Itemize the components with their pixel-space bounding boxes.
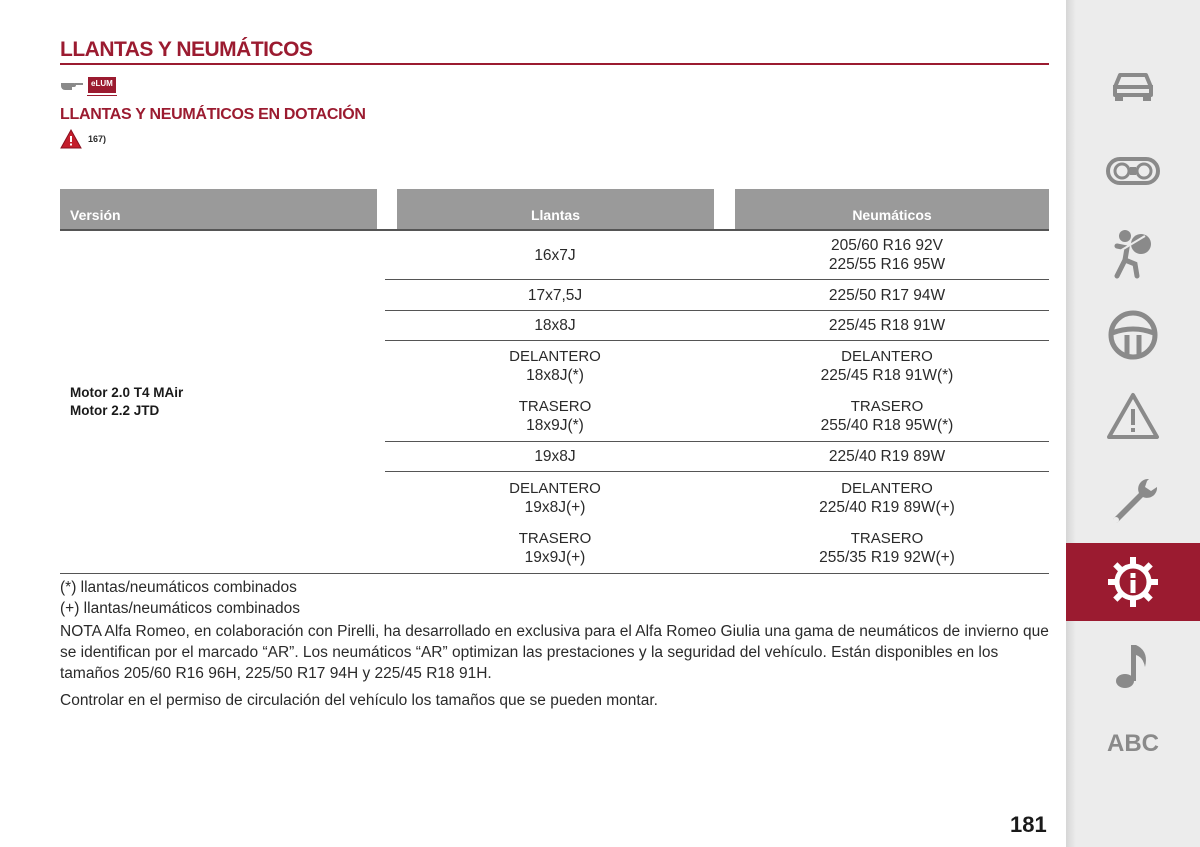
footnote: (*) llantas/neumáticos combinados	[60, 579, 297, 596]
footnote: (+) llantas/neumáticos combinados	[60, 600, 300, 617]
check-paragraph: Controlar en el permiso de circulación del vehículo los tamaños que se pueden montar.	[60, 692, 658, 709]
table-bottom-rule	[60, 573, 1049, 574]
rear-label: TRASERO	[850, 398, 924, 415]
pointing-hand-icon	[60, 78, 84, 92]
table-row	[385, 280, 1049, 311]
front-group	[509, 479, 601, 517]
version-line: Motor 2.2 JTD	[70, 403, 160, 418]
section-title: LLANTAS Y NEUMÁTICOS	[60, 38, 313, 61]
llantas-value: 18x8J	[534, 317, 576, 334]
sidebar-item-dashboard[interactable]	[1066, 132, 1200, 210]
rear-group	[519, 397, 592, 435]
llantas-cell	[385, 472, 725, 573]
front-label: DELANTERO	[509, 348, 601, 365]
chapter-sidebar	[1066, 0, 1200, 847]
nota-paragraph: NOTA Alfa Romeo, en colaboración con Pirelli, ha desarrollado en exclusiva para el Alfa Romeo Giulia una gama de neumáticos de invierno que se identifican por el marcado “AR”. Los neumáticos “AR” optimizan las prestaciones y la seguridad del vehículo. Están disponibles en los tamaños 205/60 R16 96H, 225/50 R17 94H y 225/45 R18 91H.	[60, 623, 1049, 682]
sidebar-item-emergency[interactable]	[1066, 378, 1200, 456]
sidebar-item-technical-data[interactable]	[1066, 543, 1200, 621]
warning-triangle-icon	[1105, 389, 1161, 445]
notes	[60, 577, 1050, 711]
llantas-value: 16x7J	[534, 246, 576, 264]
reference-icons	[60, 75, 116, 95]
neumaticos-cell	[725, 442, 1049, 471]
neumaticos-value: 225/40 R19 89W(+)	[819, 498, 955, 516]
header-neumaticos: Neumáticos	[735, 189, 1049, 229]
header-llantas: Llantas	[397, 189, 714, 229]
front-group	[821, 347, 954, 385]
table-row	[385, 442, 1049, 472]
rear-label: TRASERO	[850, 529, 924, 547]
header-version: Versión	[60, 189, 377, 229]
version-cell	[70, 384, 183, 420]
llantas-value: 18x9J(*)	[526, 417, 584, 434]
llantas-cell	[385, 341, 725, 441]
rear-group	[821, 397, 954, 435]
rear-group	[519, 529, 592, 567]
warning-icon	[60, 129, 82, 149]
neumaticos-cell	[725, 341, 1049, 441]
table-row	[385, 231, 1049, 280]
sidebar-item-multimedia[interactable]	[1066, 626, 1200, 704]
llantas-value: 18x8J(*)	[526, 367, 584, 384]
table-header	[60, 189, 1049, 231]
neumaticos-value: 225/55 R16 95W	[828, 256, 946, 273]
sidebar-item-maintenance[interactable]	[1066, 462, 1200, 540]
warning-ref-number: 167)	[88, 134, 107, 144]
dashboard-icon	[1105, 143, 1161, 199]
page-number: 181	[1010, 812, 1047, 837]
rims-tyres-table	[60, 189, 1049, 566]
music-note-icon	[1105, 637, 1161, 693]
llantas-cell	[385, 231, 725, 279]
neumaticos-value: 225/45 R18 91W	[828, 317, 946, 334]
llantas-cell	[385, 442, 725, 471]
version-line: Motor 2.0 T4 MAir	[70, 385, 184, 400]
sidebar-item-safety[interactable]	[1066, 213, 1200, 291]
gear-info-icon	[1105, 554, 1161, 610]
neumaticos-cell	[725, 231, 1049, 279]
neumaticos-cell	[725, 311, 1049, 340]
rear-label: TRASERO	[518, 529, 592, 547]
subsection-title: LLANTAS Y NEUMÁTICOS EN DOTACIÓN	[60, 106, 366, 123]
page-content	[60, 0, 1050, 847]
neumaticos-value: 255/40 R18 95W(*)	[820, 417, 954, 434]
table-row	[385, 341, 1049, 442]
table-row	[385, 472, 1049, 573]
neumaticos-value: 205/60 R16 92V	[830, 237, 944, 254]
warning-reference[interactable]	[60, 129, 106, 149]
neumaticos-value: 225/50 R17 94W	[828, 286, 946, 304]
table-rows	[385, 231, 1049, 573]
front-group	[819, 479, 955, 517]
neumaticos-cell	[725, 280, 1049, 310]
rear-label: TRASERO	[518, 398, 592, 415]
llantas-value: 19x8J(+)	[524, 498, 586, 516]
sidebar-item-driving[interactable]	[1066, 296, 1200, 374]
llantas-value: 17x7,5J	[527, 286, 583, 304]
front-label: DELANTERO	[509, 479, 601, 497]
neumaticos-value: 255/35 R19 92W(+)	[819, 548, 955, 566]
table-row	[385, 311, 1049, 341]
llantas-cell	[385, 311, 725, 340]
neumaticos-cell	[725, 472, 1049, 573]
front-label: DELANTERO	[841, 479, 933, 497]
sidebar-item-car[interactable]	[1066, 48, 1200, 126]
steering-wheel-icon	[1105, 307, 1161, 363]
llantas-value: 19x9J(+)	[524, 548, 586, 566]
title-rule	[60, 63, 1049, 65]
car-icon	[1105, 59, 1161, 115]
rear-group	[819, 529, 955, 567]
wrench-icon	[1105, 473, 1161, 529]
front-group	[509, 347, 601, 385]
sidebar-item-index[interactable]: ABC	[1107, 730, 1159, 757]
llantas-cell	[385, 280, 725, 310]
neumaticos-value: 225/45 R18 91W(*)	[820, 367, 954, 384]
llantas-value: 19x8J	[534, 448, 576, 465]
neumaticos-value: 225/40 R19 89W	[828, 448, 946, 465]
airbag-icon	[1105, 224, 1161, 280]
front-label: DELANTERO	[841, 348, 933, 365]
elum-badge[interactable]: eLUM	[88, 77, 116, 93]
